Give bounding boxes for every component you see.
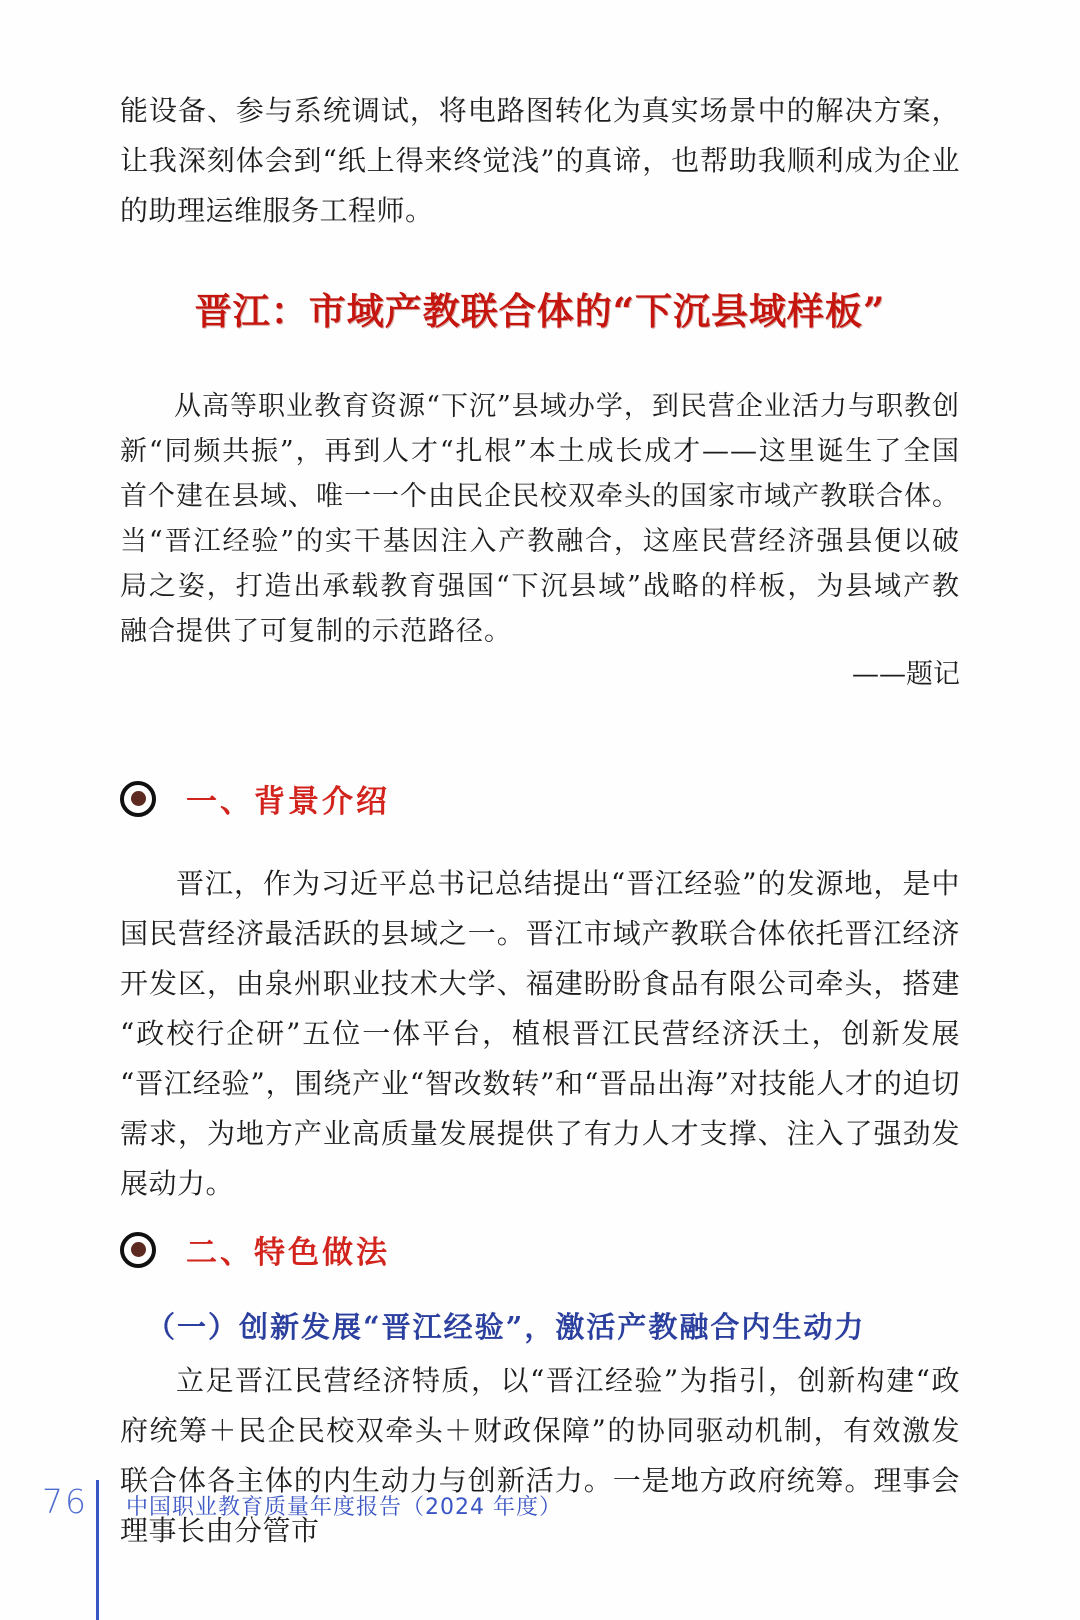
bullseye-icon-center — [131, 1242, 146, 1257]
section-background-body: 晋江，作为习近平总书记总结提出“晋江经验”的发源地，是中国民营经济最活跃的县域之一。晋江市域产教联合体依托晋江经济开发区，由泉州职业技术大学、福建盼盼食品有限公司牵头，搭建“政校行企研”五位一体平台，植根晋江民营经济沃土，创新发展“晋江经验”，围绕产业“智改数转”和“晋品出海”对技能人才的迫切需求，为地方产业高质量发展提供了有力人才支撑、注入了强劲发展动力。 — [120, 867, 960, 1200]
bullseye-icon-center — [131, 791, 146, 806]
footer-divider-line — [96, 1480, 99, 1620]
section-heading-background — [120, 776, 960, 821]
section-heading-practices — [120, 1227, 960, 1272]
subsection-heading: （一）创新发展“晋江经验”，激活产教融合内生动力 — [146, 1310, 866, 1344]
page-footer — [0, 1480, 1080, 1620]
article-title: 晋江：市域产教联合体的“下沉县域样板” — [194, 289, 886, 333]
page-number: 76 — [42, 1482, 88, 1521]
footer-report-title: 中国职业教育质量年度报告（2024 年度） — [126, 1495, 562, 1520]
section-practices-body: 立足晋江民营经济特质，以“晋江经验”为指引，创新构建“政府统筹＋民企民校双牵头＋财政保障”的协同驱动机制，有效激发联合体各主体的内生动力与创新活力。一是地方政府统筹。理事会理事长由分管市 — [120, 1364, 960, 1547]
section-heading-label: 二、特色做法 — [186, 1235, 390, 1271]
section-heading-label: 一、背景介绍 — [186, 784, 390, 820]
epigraph-attribution: ——题记 — [852, 659, 960, 690]
epigraph-paragraph: 从高等职业教育资源“下沉”县域办学，到民营企业活力与职教创新“同频共振”，再到人才“扎根”本土成长成才——这里诞生了全国首个建在县域、唯一一个由民企民校双牵头的国家市域产教联合体。当“晋江经验”的实干基因注入产教融合，这座民营经济强县便以破局之姿，打造出承载教育强国“下沉县域”战略的样板，为县域产教融合提供了可复制的示范路径。 — [120, 391, 960, 647]
bullseye-icon — [120, 781, 156, 817]
intro-paragraph: 能设备、参与系统调试，将电路图转化为真实场景中的解决方案，让我深刻体会到“纸上得来终觉浅”的真谛，也帮助我顺利成为企业的助理运维服务工程师。 — [120, 94, 960, 227]
bullseye-icon — [120, 1232, 156, 1268]
